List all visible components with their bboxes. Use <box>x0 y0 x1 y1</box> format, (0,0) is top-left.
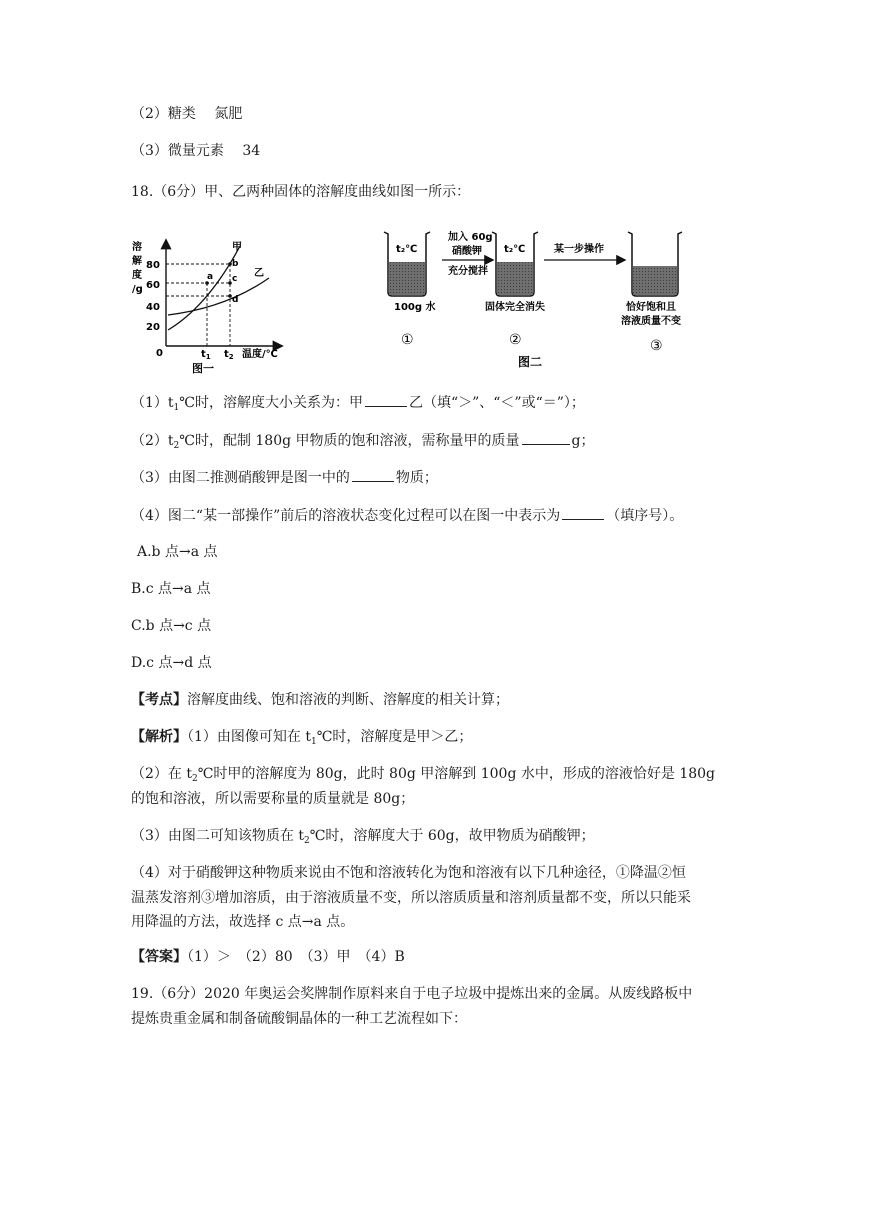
beaker-1-number: ① <box>401 332 414 348</box>
beaker-3-label-1: 恰好饱和且 <box>626 302 676 313</box>
beaker-2 <box>485 232 545 348</box>
jiexi-line-4a: （4）对于硝酸钾这种物质来说由不饱和溶液转化为饱和溶液有以下几种途径，①降温②恒 <box>131 865 686 881</box>
beaker-1-label: 100g 水 <box>394 302 436 313</box>
fig1-ytick-80: 80 <box>146 260 160 271</box>
option-d: D.c 点→d 点 <box>131 655 212 671</box>
answer-line: 【答案】（1）＞ （2）80 （3）甲 （4）B <box>131 949 405 965</box>
jiexi-line-2b: 的饱和溶液，所以需要称量的质量就是 80g； <box>131 791 415 807</box>
curve-yi <box>168 278 269 315</box>
xtick-t1: $t_1$ <box>201 349 211 361</box>
arrow-2-label: 某一步操作 <box>554 244 604 255</box>
fig1-ylabel-4: /g <box>132 284 143 295</box>
question-19-line-2: 提炼贵重金属和制备硫酸铜晶体的一种工艺流程如下： <box>131 1011 467 1027</box>
figure-2-beakers <box>378 226 694 376</box>
fig1-caption: 图一 <box>192 362 214 375</box>
sub-question-1: $(1)t_1℃$时，溶解度大小关系为：甲 乙（填“＞”、“＜”或“＝”）； <box>131 392 585 418</box>
beaker-3 <box>621 232 682 354</box>
fig2-caption: 图二 <box>518 355 543 369</box>
fig1-xlabel: 温度/℃ <box>242 349 278 360</box>
beaker-1 <box>384 232 436 348</box>
jiexi-line-1: 【解析】（1）由图像可知在 $t_1℃$时，溶解度是甲＞乙； <box>131 729 473 747</box>
point-b: b <box>232 259 239 269</box>
figure-1-solubility-curve <box>126 236 288 376</box>
option-b: B.c 点→a 点 <box>131 581 211 597</box>
fig1-ytick-20: 20 <box>146 322 160 333</box>
arrow-1-line-2: 硝酸钾 <box>452 246 482 257</box>
label-yi: 乙 <box>254 268 264 279</box>
option-a: A.b 点→a 点 <box>137 544 218 560</box>
jiexi-line-2a: （2）在 $t_2℃$时甲的溶解度为 80g，此时 80g 甲溶解到 100g 水中，形成的溶液恰好是 180g <box>131 766 715 784</box>
answer-line-2: （2）糖类 氮肥 <box>131 106 243 122</box>
beaker-3-number: ③ <box>650 338 663 354</box>
answer-blank-3[interactable] <box>352 467 394 482</box>
sub-question-4: （4）图二“某一部操作”前后的溶液状态变化过程可以在图一中表示为 （填序号）。 <box>131 505 683 526</box>
beaker-2-temp: t₂℃ <box>504 244 526 255</box>
point-d: d <box>232 295 239 305</box>
question-19-line-1: 19.（6分）2020 年奥运会奖牌制作原料来自于电子垃圾中提炼出来的金属。从废线路板中 <box>131 986 693 1002</box>
beaker-2-label: 固体完全消失 <box>485 302 545 313</box>
beaker-1-temp: t₂℃ <box>396 244 418 255</box>
fig1-ylabel-1: 溶 <box>132 242 142 253</box>
label-jia: 甲 <box>232 242 242 253</box>
arrow-1-line-1: 加入 60g <box>448 232 493 243</box>
answer-blank-2[interactable] <box>522 430 570 445</box>
fig1-ylabel-2: 解 <box>132 256 142 267</box>
kaodian-line: 【考点】溶解度曲线、饱和溶液的判断、溶解度的相关计算； <box>131 692 509 708</box>
jiexi-line-3: （3）由图二可知该物质在 $t_2℃$时，溶解度大于 60g，故甲物质为硝酸钾； <box>131 828 595 846</box>
jiexi-line-4b: 温蒸发溶剂③增加溶质，由于溶液质量不变，所以溶质质量和溶剂质量都不变，所以只能采 <box>131 890 691 906</box>
point-c: c <box>232 274 238 284</box>
answer-blank-1[interactable] <box>365 392 407 407</box>
fig1-ytick-60: 60 <box>146 280 160 291</box>
point-a: a <box>207 272 214 282</box>
question-18-stem: 18.（6分）甲、乙两种固体的溶解度曲线如图一所示： <box>131 184 471 200</box>
answer-blank-4[interactable] <box>562 505 604 520</box>
fig1-ytick-40: 40 <box>146 302 160 313</box>
beaker-3-label-2: 溶液质量不变 <box>621 316 681 327</box>
sub-question-3: （3）由图二推测硝酸钾是图一中的 物质； <box>131 467 438 488</box>
sub-question-2: $(2)t_2℃$时，配制 180g 甲物质的饱和溶液，需称量甲的质量 g； <box>131 430 595 456</box>
option-c: C.b 点→c 点 <box>131 618 212 634</box>
answer-line-3: （3）微量元素 34 <box>131 143 261 159</box>
xtick-t2: $t_2$ <box>224 349 234 361</box>
arrow-1-line-3: 充分搅拌 <box>448 266 488 277</box>
jiexi-line-4c: 用降温的方法，故选择 c 点→a 点。 <box>131 914 355 930</box>
fig1-ylabel-3: 度 <box>132 270 142 281</box>
fig1-origin: 0 <box>156 348 163 359</box>
curve-jia <box>168 246 240 330</box>
beaker-2-number: ② <box>509 332 522 348</box>
